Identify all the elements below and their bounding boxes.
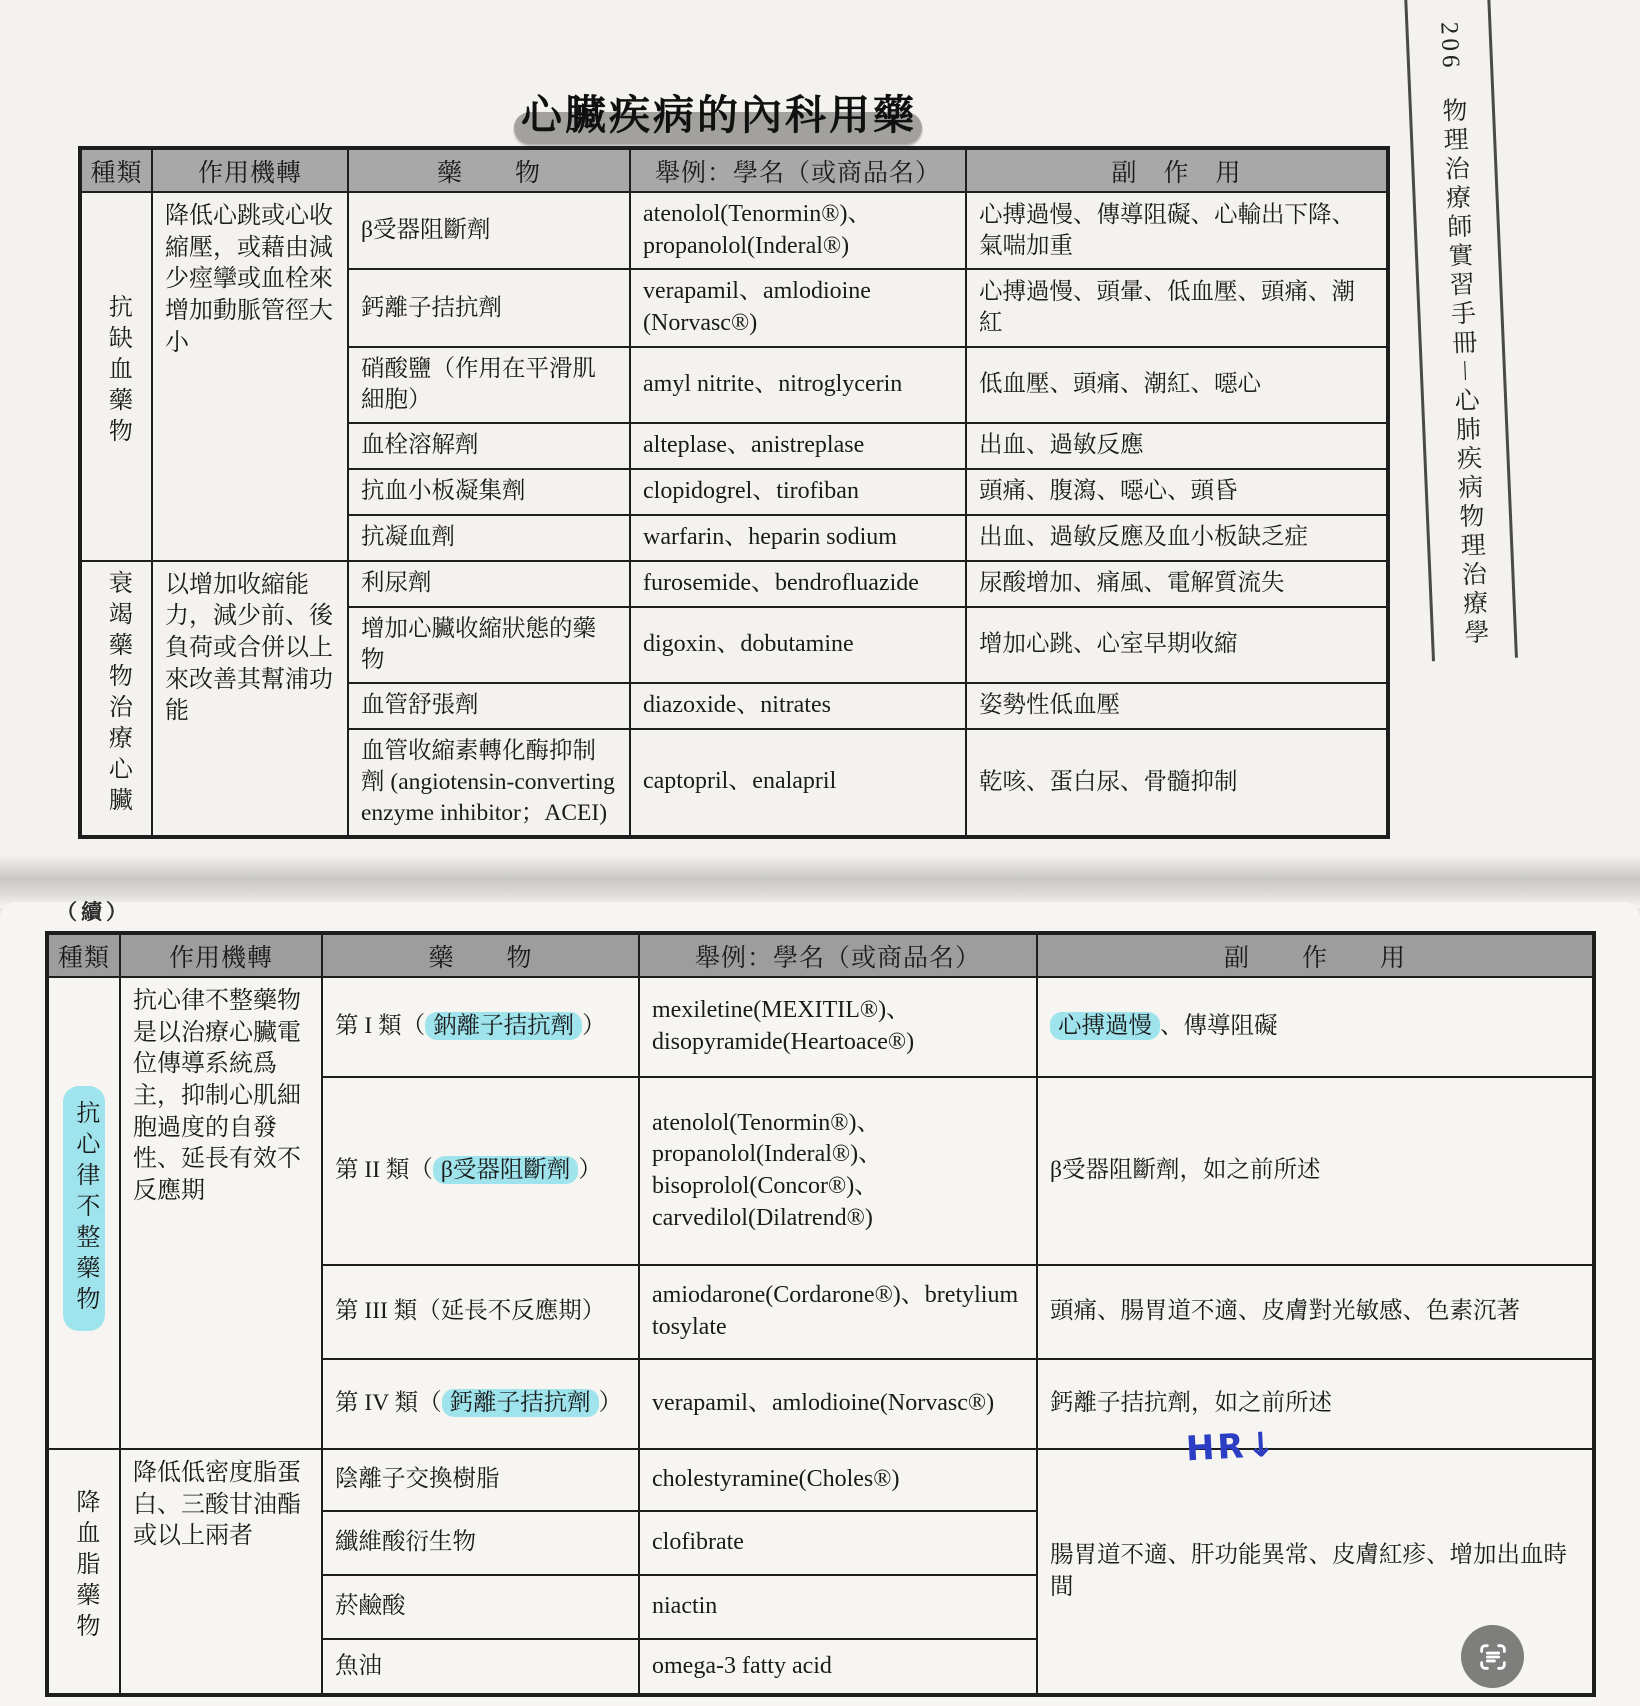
examples-cell: captopril、enalapril — [630, 729, 966, 837]
side-effects-cell: 心搏過慢 、傳導阻礙 — [1037, 977, 1594, 1077]
examples-cell: atenolol(Tenormin®)、propanolol(Inderal®)、bisoprolol(Concor®)、carvedilol(Dilatrend®) — [639, 1077, 1037, 1265]
col-header-mechanism: 作用機轉 — [120, 933, 322, 977]
book-title: 物理治療師實習手冊－心肺疾病物理治療學 — [1438, 96, 1489, 649]
drug-cell: 硝酸鹽（作用在平滑肌細胞） — [348, 347, 630, 423]
col-header-side-effects: 副 作 用 — [966, 148, 1388, 192]
side-effects-cell: β受器阻斷劑，如之前所述 — [1037, 1077, 1594, 1265]
drug-cell: 利尿劑 — [348, 561, 630, 607]
side-effects-cell: 頭痛、腸胃道不適、皮膚對光敏感、色素沉著 — [1037, 1265, 1594, 1359]
col-header-side-effects: 副 作 用 — [1037, 933, 1594, 977]
page-number: 206 — [1435, 21, 1465, 72]
examples-cell: amiodarone(Cordarone®)、bretylium tosylate — [639, 1265, 1037, 1359]
side-effects-cell: 鈣離子拮抗劑，如之前所述 HR↓ — [1037, 1359, 1594, 1449]
scan-text-icon — [1476, 1640, 1510, 1674]
examples-cell: niactin — [639, 1575, 1037, 1639]
drug-cell: 陰離子交換樹脂 — [322, 1449, 639, 1511]
drug-cell: 血管舒張劑 — [348, 683, 630, 729]
examples-cell: warfarin、heparin sodium — [630, 515, 966, 561]
highlight-mark: β受器阻斷劑 — [433, 1156, 578, 1184]
drug-cell: 第 II 類（ β受器阻斷劑 ） — [322, 1077, 639, 1265]
examples-cell: diazoxide、nitrates — [630, 683, 966, 729]
side-effects-cell: 腸胃道不適、肝功能異常、皮膚紅疹、增加出血時間 — [1037, 1449, 1594, 1695]
drug-cell: 第 III 類（延長不反應期） — [322, 1265, 639, 1359]
examples-cell: cholestyramine(Choles®) — [639, 1449, 1037, 1511]
drug-cell: 魚油 — [322, 1639, 639, 1695]
examples-cell: verapamil、amlodioine (Norvasc®) — [630, 269, 966, 346]
side-effects-cell: 出血、過敏反應及血小板缺乏症 — [966, 515, 1388, 561]
col-header-category: 種類 — [47, 933, 120, 977]
medication-table-main — [78, 146, 1390, 839]
medication-table-continued — [45, 931, 1596, 1697]
table-row — [80, 192, 1388, 269]
side-effects-cell: 心搏過慢、頭暈、低血壓、頭痛、潮紅 — [966, 269, 1388, 346]
examples-cell: alteplase、anistreplase — [630, 423, 966, 469]
table-row — [47, 977, 1594, 1077]
examples-cell: clopidogrel、tirofiban — [630, 469, 966, 515]
examples-cell: clofibrate — [639, 1511, 1037, 1575]
scan-button[interactable] — [1461, 1625, 1524, 1688]
table-row — [80, 561, 1388, 607]
continued-label: （續） — [56, 900, 131, 924]
col-header-examples: 舉例：學名（或商品名） — [639, 933, 1037, 977]
drug-cell: 第 IV 類（ 鈣離子拮抗劑 ） — [322, 1359, 639, 1449]
examples-cell: omega-3 fatty acid — [639, 1639, 1037, 1695]
drug-cell: 鈣離子拮抗劑 — [348, 269, 630, 346]
side-effects-cell: 增加心跳、心室早期收縮 — [966, 607, 1388, 683]
category-antiarrhythmic-drugs — [47, 977, 120, 1449]
col-header-mechanism: 作用機轉 — [152, 148, 348, 192]
highlight-mark: 抗心律不整藥物 — [63, 1086, 105, 1331]
col-header-drug: 藥 物 — [322, 933, 639, 977]
side-effects-cell: 頭痛、腹瀉、噁心、頭昏 — [966, 469, 1388, 515]
category-lipid-lowering-drugs: 降血脂藥物 — [47, 1449, 120, 1695]
examples-cell: verapamil、amlodioine(Norvasc®) — [639, 1359, 1037, 1449]
drug-cell: 血管收縮素轉化酶抑制劑 (angiotensin-converting enzyme inhibitor；ACEI) — [348, 729, 630, 837]
highlight-mark: 鈣離子拮抗劑 — [442, 1389, 599, 1417]
drug-cell: 纖維酸衍生物 — [322, 1511, 639, 1575]
drug-cell: 血栓溶解劑 — [348, 423, 630, 469]
col-header-category: 種類 — [80, 148, 152, 192]
drug-cell: 菸鹼酸 — [322, 1575, 639, 1639]
drug-cell: 抗血小板凝集劑 — [348, 469, 630, 515]
mechanism-cell: 降低心跳或心收縮壓，或藉由減少痙攣或血栓來增加動脈管徑大小 — [152, 192, 348, 561]
mechanism-cell: 降低低密度脂蛋白、三酸甘油酯或以上兩者 — [120, 1449, 322, 1695]
drug-cell: 增加心臟收縮狀態的藥物 — [348, 607, 630, 683]
category-anti-ischemic-drugs: 抗缺血藥物 — [80, 192, 152, 561]
mechanism-cell: 以增加收縮能力，減少前、後負荷或合併以上來改善其幫浦功能 — [152, 561, 348, 837]
examples-cell: amyl nitrite、nitroglycerin — [630, 347, 966, 423]
side-effects-cell: 低血壓、頭痛、潮紅、噁心 — [966, 347, 1388, 423]
drug-cell: 第 I 類（ 鈉離子拮抗劑 ） — [322, 977, 639, 1077]
examples-cell: digoxin、dobutamine — [630, 607, 966, 683]
side-effects-cell: 出血、過敏反應 — [966, 423, 1388, 469]
handwritten-annotation: HR↓ — [1184, 1424, 1280, 1470]
page-edge-shadow — [0, 856, 1640, 908]
col-header-drug: 藥 物 — [348, 148, 630, 192]
drug-cell: 抗凝血劑 — [348, 515, 630, 561]
side-effects-cell: 乾咳、蛋白尿、骨髓抑制 — [966, 729, 1388, 837]
page-title: 心臟疾病的內科用藥 — [521, 92, 917, 138]
side-effects-cell: 尿酸增加、痛風、電解質流失 — [966, 561, 1388, 607]
mechanism-cell: 抗心律不整藥物是以治療心臟電位傳導系統爲主，抑制心肌細胞過度的自發性、延長有效不反應期 — [120, 977, 322, 1449]
drug-cell: β受器阻斷劑 — [348, 192, 630, 269]
table-row — [47, 1449, 1594, 1511]
highlight-mark: 鈉離子拮抗劑 — [425, 1012, 582, 1040]
examples-cell: furosemide、bendrofluazide — [630, 561, 966, 607]
examples-cell: mexiletine(MEXITIL®)、disopyramide(Heartoace®) — [639, 977, 1037, 1077]
side-effects-cell: 姿勢性低血壓 — [966, 683, 1388, 729]
examples-cell: atenolol(Tenormin®)、propanolol(Inderal®) — [630, 192, 966, 269]
side-effects-cell: 心搏過慢、傳導阻礙、心輸出下降、氣喘加重 — [966, 192, 1388, 269]
col-header-examples: 舉例：學名（或商品名） — [630, 148, 966, 192]
category-heart-failure-drugs: 衰竭藥物治療心臟 — [80, 561, 152, 837]
highlight-mark: 心搏過慢 — [1050, 1012, 1160, 1040]
